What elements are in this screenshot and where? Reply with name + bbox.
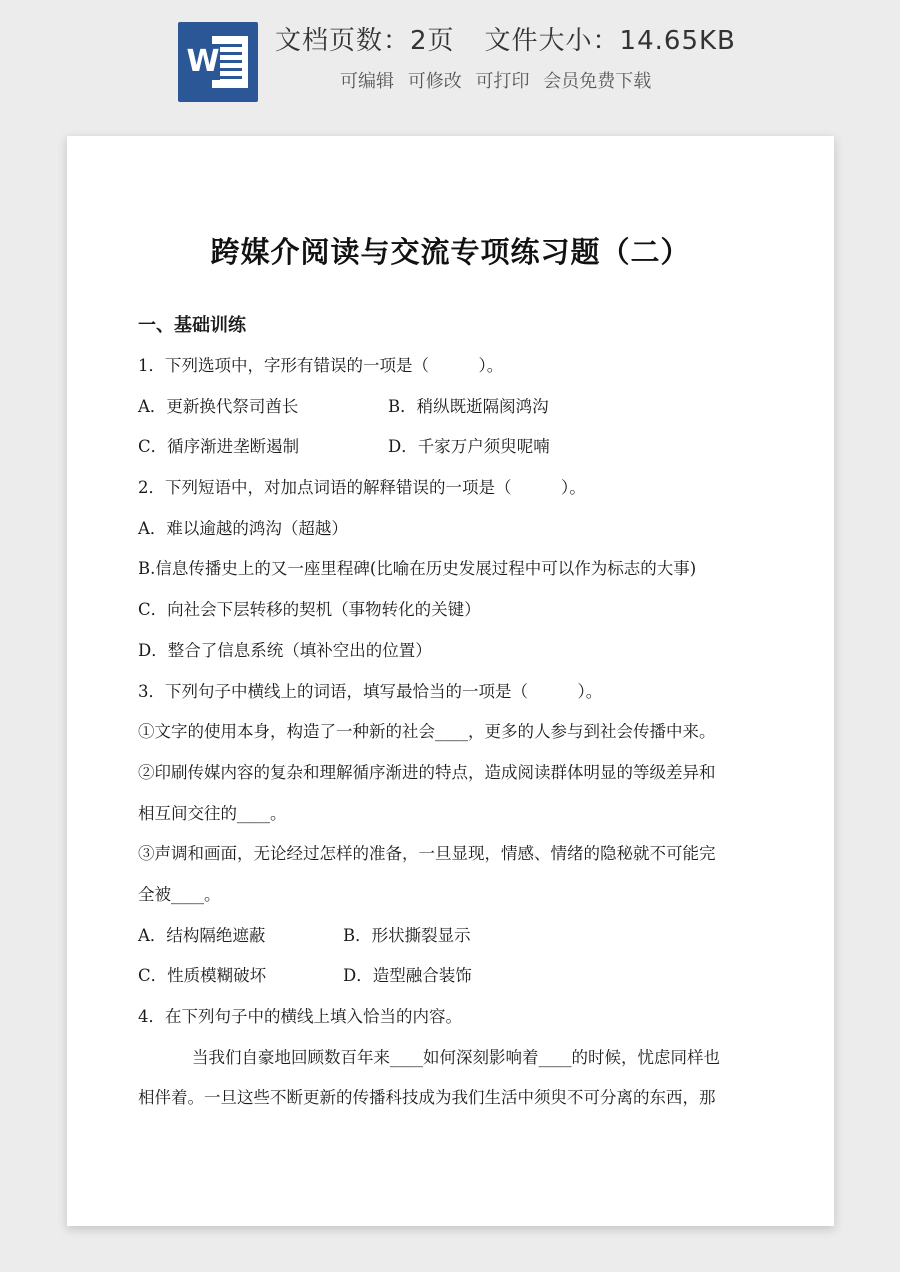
question-3-sentence-2-cont: 相互间交往的____。: [138, 803, 287, 823]
option-d: D．造型融合装饰: [343, 966, 472, 986]
option-d: D．千家万户须臾呢喃: [388, 437, 550, 457]
question-3-sentence-2: ②印刷传媒内容的复杂和理解循序渐进的特点，造成阅读群体明显的等级差异和: [138, 762, 716, 782]
feature-printable: 可打印: [475, 71, 530, 92]
feature-modifiable: 可修改: [407, 71, 462, 92]
option-b: B．形状撕裂显示: [343, 925, 471, 945]
feature-list: [340, 67, 659, 93]
word-icon-line: [218, 68, 242, 71]
question-4-paragraph: 当我们自豪地回顾数百年来____如何深刻影响着____的时候，忧虑同样也: [192, 1047, 720, 1067]
question-1-stem: 1．下列选项中，字形有错误的一项是（ ）。: [138, 356, 504, 375]
question-3-sentence-1: ①文字的使用本身，构造了一种新的社会____，更多的人参与到社会传播中来。: [138, 722, 716, 742]
option-b: B.信息传播史上的又一座里程碑(比喻在历史发展过程中可以作为标志的大事): [138, 559, 697, 579]
question-4-paragraph-cont: 相伴着。一旦这些不断更新的传播科技成为我们生活中须臾不可分离的东西，那: [138, 1088, 716, 1108]
doc-meta: [275, 20, 736, 57]
page-count: 文档页数：2页: [275, 26, 455, 56]
document-title: 跨媒介阅读与交流专项练习题（二）: [210, 235, 691, 269]
word-doc-icon: [178, 22, 258, 102]
word-icon-letter: W: [186, 44, 220, 79]
feature-free-download: 会员免费下载: [543, 71, 652, 92]
question-4-stem: 4．在下列句子中的横线上填入恰当的内容。: [138, 1007, 462, 1026]
question-1-options-row: [138, 393, 768, 434]
word-icon-line: [218, 76, 242, 79]
file-size: 文件大小：14.65KB: [484, 26, 736, 56]
word-icon-line: [218, 44, 242, 47]
option-c: C．循序渐进垄断遏制: [138, 437, 300, 457]
download-header: [0, 0, 900, 120]
word-icon-line: [218, 60, 242, 63]
option-a: A．结构隔绝遮蔽: [138, 925, 266, 945]
document-body: [138, 312, 768, 1125]
option-a: A．更新换代祭司酋长: [138, 396, 299, 416]
section-heading: 一、基础训练: [138, 315, 246, 336]
question-1-options-row: [138, 433, 768, 474]
question-3-stem: 3．下列句子中横线上的词语，填写最恰当的一项是（ ）。: [138, 681, 603, 701]
option-b: B．稍纵既逝隔阂鸿沟: [388, 396, 549, 416]
option-d: D．整合了信息系统（填补空出的位置）: [138, 640, 432, 660]
word-icon-line: [218, 52, 242, 55]
question-3-options-row: [138, 922, 768, 963]
question-3-sentence-3-cont: 全被____。: [138, 884, 221, 904]
option-c: C．性质模糊破坏: [138, 966, 267, 986]
option-c: C．向社会下层转移的契机（事物转化的关键）: [138, 600, 481, 620]
question-3-options-row: [138, 962, 768, 1003]
option-a: A．难以逾越的鸿沟（超越）: [138, 518, 348, 538]
question-2-stem: 2．下列短语中，对加点词语的解释错误的一项是（ ）。: [138, 478, 586, 498]
document-page: [67, 136, 834, 1226]
question-3-sentence-3: ③声调和画面，无论经过怎样的准备，一旦显现，情感、情绪的隐秘就不可能完: [138, 844, 716, 864]
feature-editable: 可编辑: [340, 71, 394, 92]
